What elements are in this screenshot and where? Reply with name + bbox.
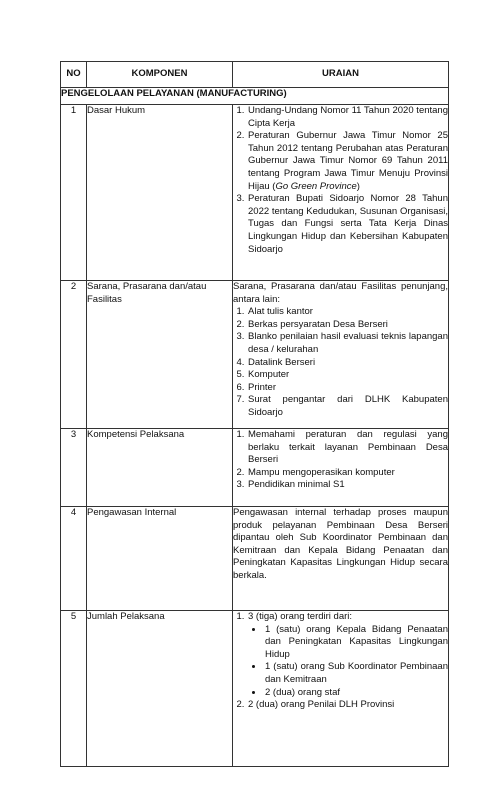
list-item: 2. Mampu mengoperasikan komputer	[247, 467, 448, 480]
header-no: NO	[61, 62, 87, 88]
row-uraian	[233, 429, 449, 507]
list-item: 3. Blanko penilaian hasil evaluasi teknis lapangan desa / kelurahan	[247, 331, 448, 356]
list-item: 1. Undang-Undang Nomor 11 Tahun 2020 tentang Cipta Kerja	[247, 105, 448, 130]
list-item: 1. Alat tulis kantor	[247, 306, 448, 319]
list-item: 2. 2 (dua) orang Penilai DLH Provinsi	[247, 699, 448, 712]
table-header-row	[61, 62, 449, 88]
table-row	[61, 281, 449, 429]
list-item	[247, 611, 448, 699]
list-item: 1. Memahami peraturan dan regulasi yang berlaku terkait layanan Pembinaan Desa Berseri	[247, 429, 448, 467]
table-row	[61, 429, 449, 507]
row-number: 1	[61, 105, 87, 281]
list-item: 3. Peraturan Bupati Sidoarjo Nomor 28 Tahun 2022 tentang Kedudukan, Susunan Organisasi, Tugas dan Fungsi serta Tata Kerja Dinas Lingkungan Hidup dan Kebersihan Kabupaten Sidoarjo	[247, 193, 448, 256]
sub-list-item: • 1 (satu) orang Kepala Bidang Penaatan dan Peningkatan Kapasitas Lingkungan Hidup	[264, 624, 448, 662]
service-standard-table	[60, 61, 449, 767]
header-komponen: KOMPONEN	[87, 62, 233, 88]
row-uraian	[233, 105, 449, 281]
section-title: PENGELOLAAN PELAYANAN (MANUFACTURING)	[61, 88, 449, 105]
row-komponen: Jumlah Pelaksana	[87, 611, 233, 767]
list-item: 5. Komputer	[247, 369, 448, 382]
row-number: 4	[61, 507, 87, 611]
row-intro: Sarana, Prasarana dan/atau Fasilitas penunjang, antara lain:	[233, 281, 448, 305]
row-komponen: Sarana, Prasarana dan/atau Fasilitas	[87, 281, 233, 429]
row-number: 2	[61, 281, 87, 429]
row-komponen: Kompetensi Pelaksana	[87, 429, 233, 507]
list-item: 6. Printer	[247, 382, 448, 395]
list-item: 7. Surat pengantar dari DLHK Kabupaten Sidoarjo	[247, 394, 448, 419]
row-uraian	[233, 611, 449, 767]
list-item-italic: Go Green Province	[275, 180, 357, 192]
section-row	[61, 88, 449, 105]
list-item: 2. Berkas persyaratan Desa Berseri	[247, 319, 448, 332]
list-item	[247, 130, 448, 193]
row-uraian	[233, 281, 449, 429]
row-komponen: Pengawasan Internal	[87, 507, 233, 611]
row-text: Pengawasan internal terhadap proses maupun produk pelayanan Pembinaan Desa Berseri dipantau oleh Sub Koordinator Pembinaan dan Kemitraan dan Kepala Bidang Penaatan dan Peningkatan Kapasitas Lingkungan Hidup secara berkala.	[233, 507, 448, 581]
list-item-text: 3 (tiga) orang terdiri dari:	[248, 611, 353, 622]
table-row	[61, 611, 449, 767]
sub-list-item: • 2 (dua) orang staf	[264, 687, 448, 700]
sub-list-item: • 1 (satu) orang Sub Koordinator Pembinaan dan Kemitraan	[264, 661, 448, 686]
list-item-text: Peraturan Gubernur Jawa Timur Nomor 25 Tahun 2012 tentang Perubahan atas Peraturan Gubernur Jawa Timur Nomor 69 Tahun 2011 tentang Program Jawa Timur Menuju Provinsi Hijau (	[248, 130, 448, 192]
table-row	[61, 105, 449, 281]
row-uraian	[233, 507, 449, 611]
row-number: 5	[61, 611, 87, 767]
table-row	[61, 507, 449, 611]
row-komponen: Dasar Hukum	[87, 105, 233, 281]
list-item: 4. Datalink Berseri	[247, 357, 448, 370]
header-uraian: URAIAN	[233, 62, 449, 88]
list-item-text: )	[356, 180, 360, 192]
row-number: 3	[61, 429, 87, 507]
list-item: 3. Pendidikan minimal S1	[247, 479, 448, 492]
